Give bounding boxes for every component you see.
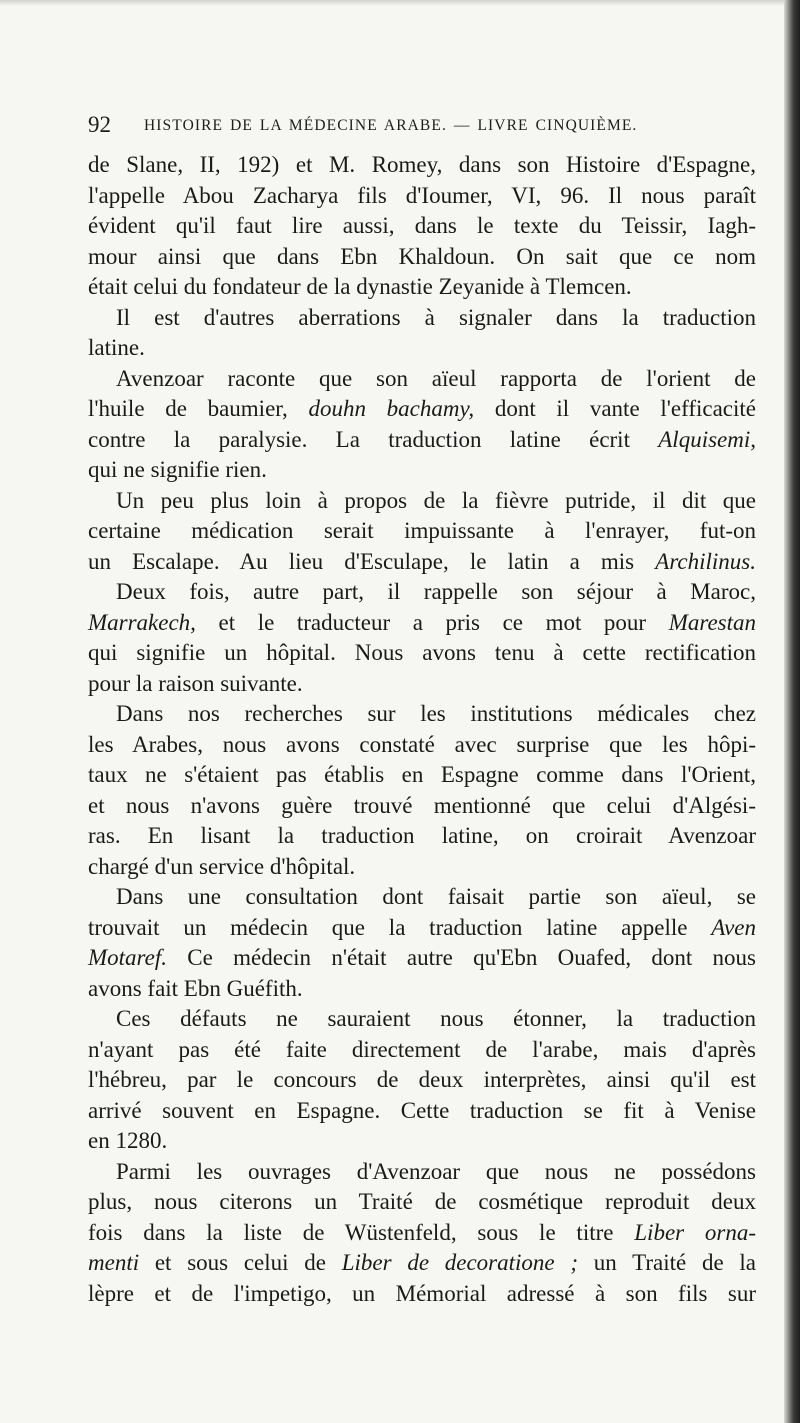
running-title: HISTOIRE DE LA MÉDECINE ARABE. — LIVRE CINQUIÈME.	[144, 117, 638, 134]
text-line: Parmi les ouvrages d'Avenzoar que nous ne possédons	[116, 1158, 756, 1184]
italic-text-run: Liber de decoratione ;	[341, 1250, 579, 1275]
text-line: plus, nous citerons un Traité de cosmétique reproduit deux	[88, 1189, 756, 1214]
text-line	[88, 608, 756, 639]
text-line: Ces défauts ne sauraient nous étonner, la traduction	[116, 1006, 756, 1031]
text-line: l'hébreu, par le concours de deux interprètes, ainsi qu'il est	[88, 1067, 756, 1092]
text-line: taux ne s'étaient pas établis en Espagne comme dans l'Orient,	[88, 762, 756, 787]
italic-text-run: Marrakech,	[88, 609, 196, 635]
body-text	[88, 150, 756, 1309]
text-run: un Traité de la	[578, 1250, 756, 1275]
text-line	[88, 547, 756, 578]
text-line	[88, 425, 756, 456]
text-run: dont il vante l'efficacité	[474, 396, 756, 421]
text-line: l'appelle Abou Zacharya fils d'Ioumer, VI, 96. Il nous paraît	[88, 182, 756, 208]
text-line: évident qu'il faut lire aussi, dans le texte du Teissir, Iagh-	[88, 213, 756, 238]
text-line: et nous n'avons guère trouvé mentionné que celui d'Algési-	[88, 792, 756, 818]
text-run: Ce médecin n'était autre qu'Ebn Ouafed, dont nous	[167, 945, 756, 970]
text-line	[88, 1248, 756, 1279]
text-line: mour ainsi que dans Ebn Khaldoun. On sait que ce nom	[88, 243, 756, 269]
text-line: latine.	[88, 335, 145, 360]
text-line: chargé d'un service d'hôpital.	[88, 853, 356, 879]
italic-text-run: Liber orna-	[634, 1219, 757, 1245]
italic-text-run: Motaref.	[88, 945, 167, 970]
text-line: Avenzoar raconte que son aïeul rapporta de l'orient de	[116, 365, 756, 391]
text-line: qui signifie un hôpital. Nous avons tenu à cette rectification	[88, 640, 756, 665]
text-line: en 1280.	[88, 1128, 168, 1153]
text-line: Dans nos recherches sur les institutions médicales chez	[116, 701, 756, 726]
italic-text-run: Marestan	[668, 609, 756, 635]
text-line	[88, 943, 756, 974]
text-line: n'ayant pas été faite directement de l'arabe, mais d'après	[88, 1036, 756, 1062]
page-number: 92	[88, 112, 111, 137]
italic-text-run: Aven	[711, 914, 756, 940]
italic-text-run: douhn bachamy,	[308, 396, 475, 421]
text-line: les Arabes, nous avons constaté avec surprise que les hôpi-	[88, 731, 756, 757]
text-line: Deux fois, autre part, il rappelle son séjour à Maroc,	[116, 579, 756, 604]
text-line	[88, 1218, 756, 1249]
text-line	[88, 913, 756, 944]
text-line: Dans une consultation dont faisait partie son aïeul, se	[116, 884, 756, 909]
scan-top-edge	[0, 0, 784, 6]
text-run: fois dans la liste de Wüstenfeld, sous le titre	[88, 1219, 635, 1245]
text-line: était celui du fondateur de la dynastie Zeyanide à Tlemcen.	[88, 274, 632, 299]
text-line: de Slane, II, 192) et M. Romey, dans son Histoire d'Espagne,	[88, 152, 756, 177]
italic-text-run: Alquisemi,	[658, 426, 756, 452]
text-line: qui ne signifie rien.	[88, 457, 267, 482]
text-line: Un peu plus loin à propos de la fièvre putride, il dit que	[116, 487, 756, 513]
italic-text-run: Archilinus.	[655, 548, 756, 574]
text-run: et le traducteur a pris ce mot pour	[195, 609, 669, 635]
text-line: certaine médication serait impuissante à l'enrayer, fut-on	[88, 518, 756, 543]
text-line	[88, 394, 756, 425]
text-run: l'huile de baumier,	[88, 396, 309, 421]
text-line: lèpre et de l'impetigo, un Mémorial adressé à son fils sur	[88, 1280, 756, 1306]
text-line: arrivé souvent en Espagne. Cette traduction se fit à Venise	[88, 1097, 756, 1123]
text-run: contre la paralysie. La traduction latine écrit	[88, 426, 659, 452]
text-run: trouvait un médecin que la traduction latine appelle	[88, 914, 712, 940]
text-run: un Escalape. Au lieu d'Esculape, le latin a mis	[88, 548, 656, 574]
text-line: Il est d'autres aberrations à signaler dans la traduction	[116, 304, 756, 330]
text-line: ras. En lisant la traduction latine, on croirait Avenzoar	[88, 823, 756, 848]
text-run: et sous celui de	[139, 1250, 342, 1275]
text-line: pour la raison suivante.	[88, 670, 303, 696]
scan-right-edge	[784, 0, 800, 1423]
text-line: avons fait Ebn Guéfith.	[88, 975, 303, 1001]
page-header	[88, 112, 768, 138]
italic-text-run: menti	[88, 1250, 140, 1275]
